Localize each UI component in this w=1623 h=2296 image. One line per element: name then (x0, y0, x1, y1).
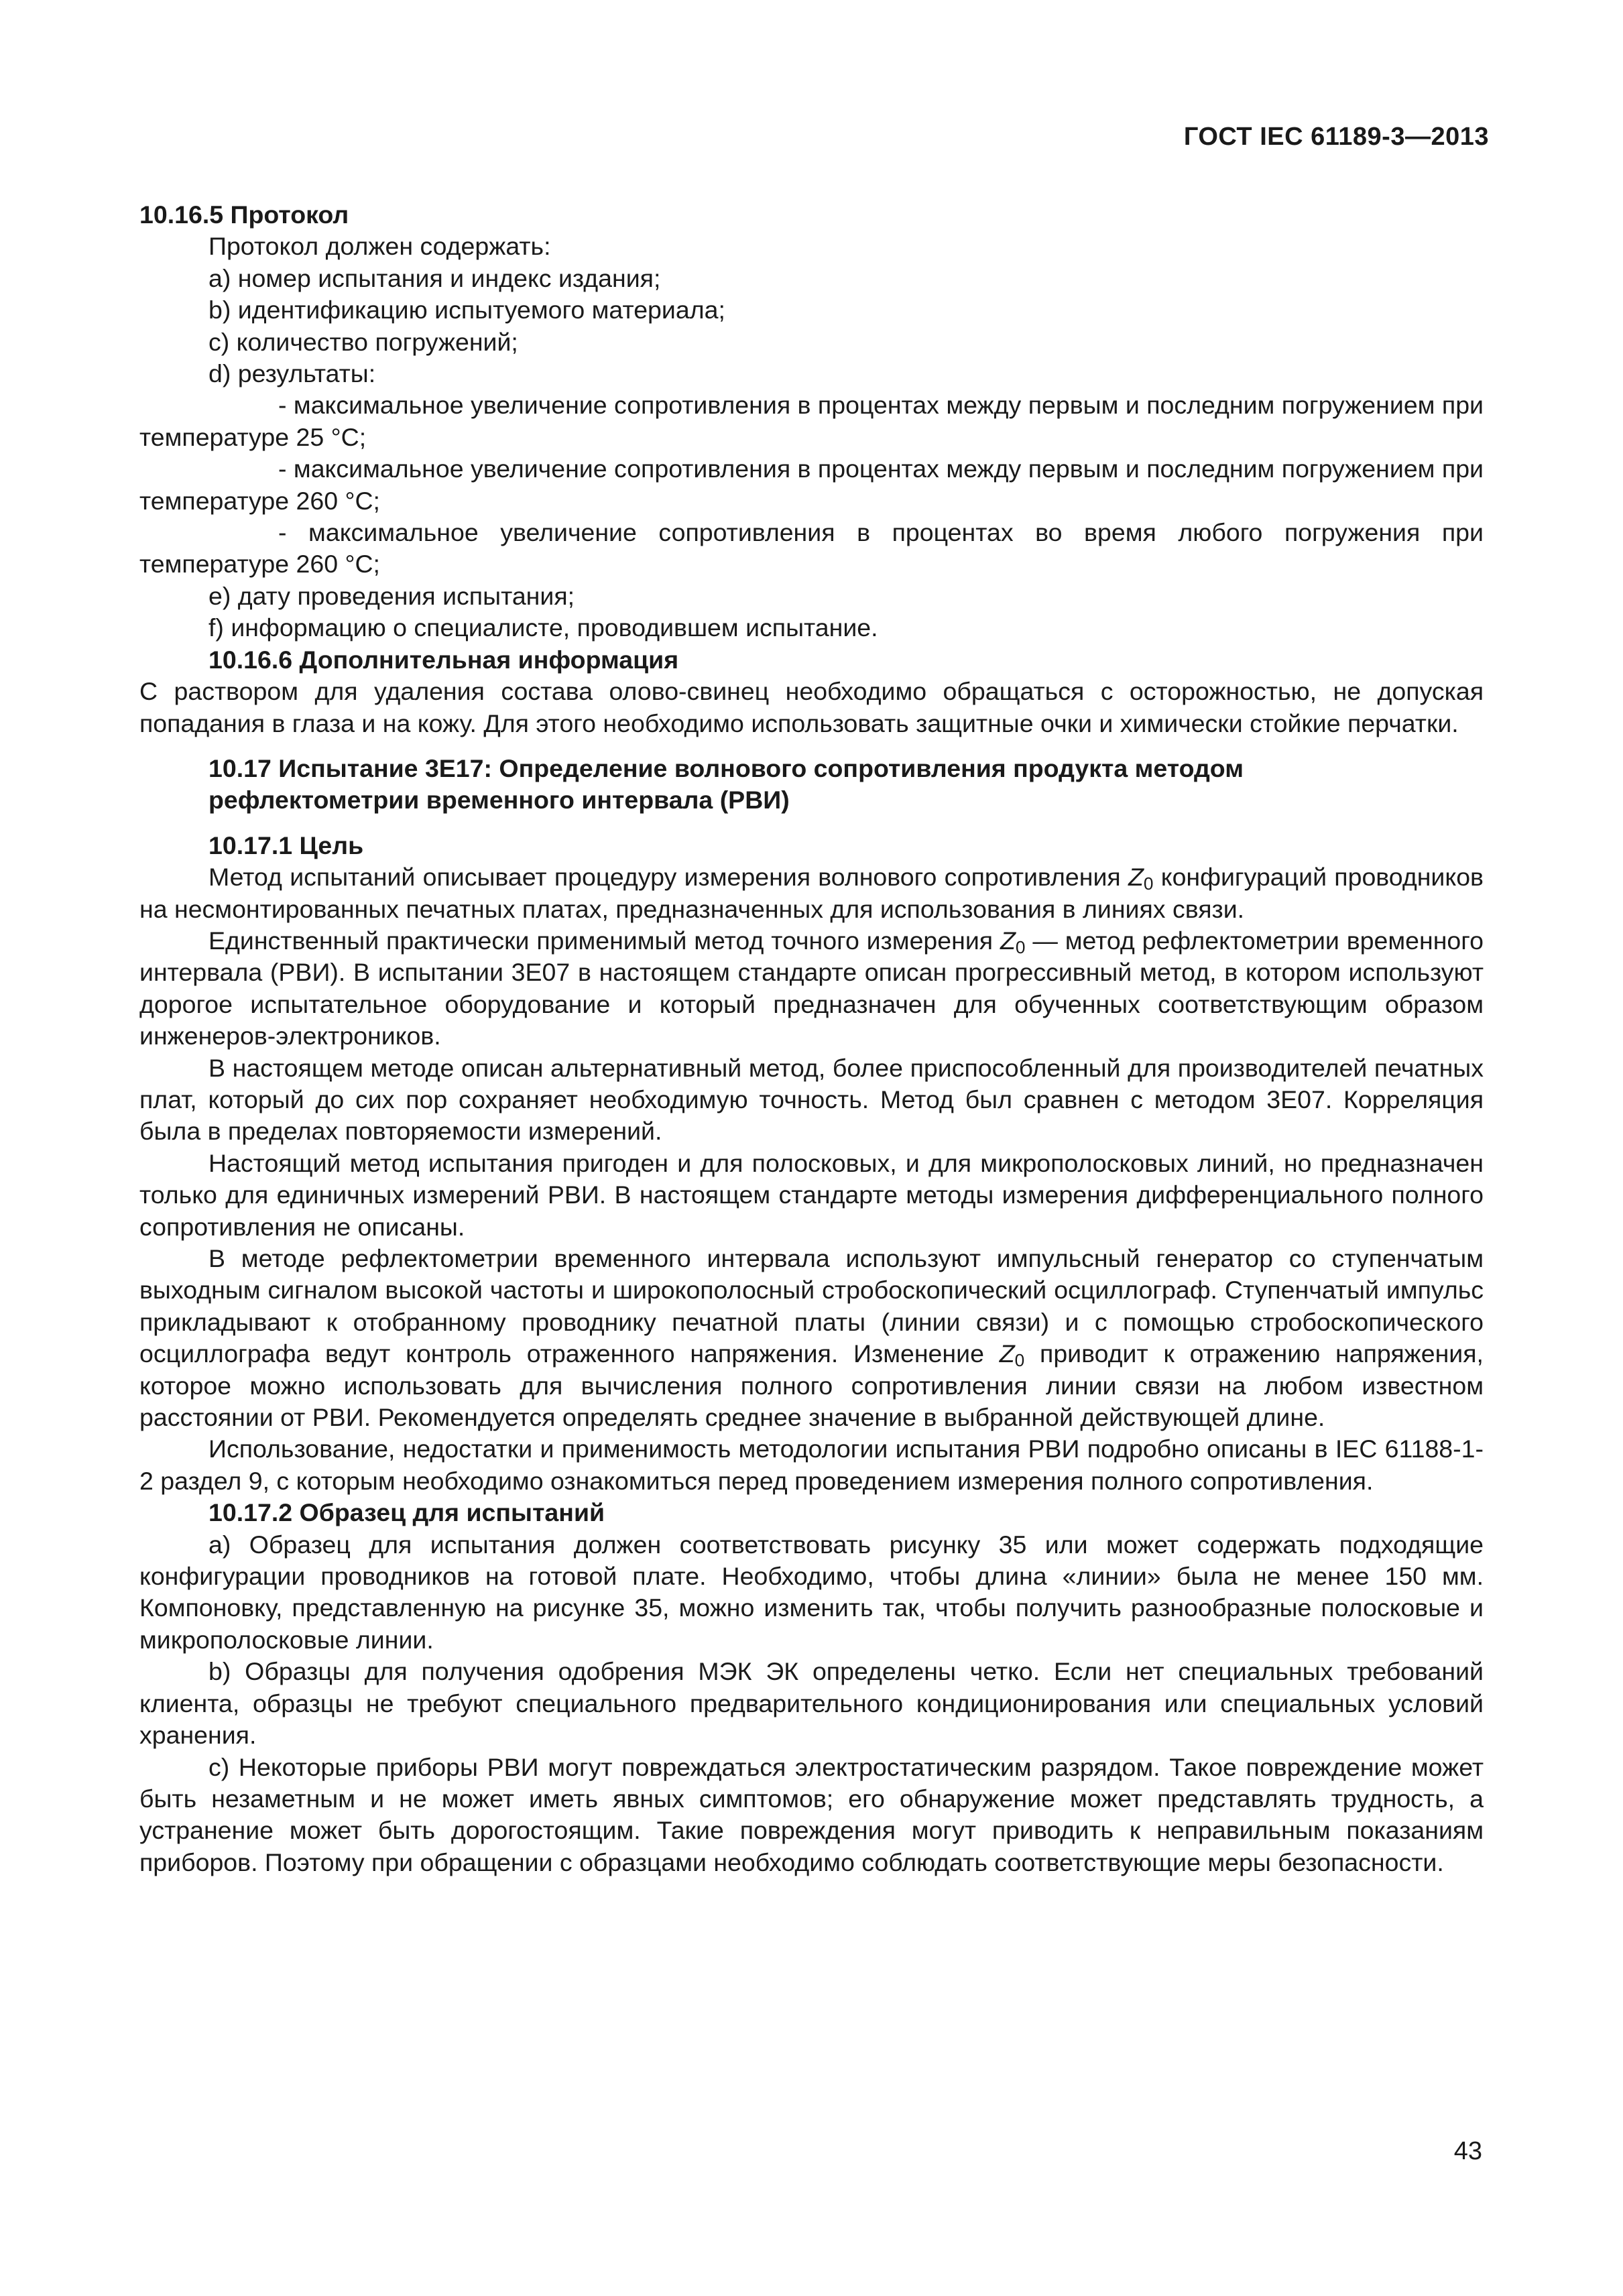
paragraph: c) Некоторые приборы РВИ могут повреждаться электростатическим разрядом. Такое повреждение может быть незаметным и не может иметь явных симптомов; его обнаружение может представлять трудность, а устранение может быть дорогостоящим. Такие повреждения могут приводить к неправильным показаниям приборов. Поэтому при обращении с образцами необходимо соблюдать соответствующие меры безопасности. (139, 1752, 1484, 1876)
section-10-17 (139, 753, 1484, 817)
page-number: 43 (1453, 2137, 1482, 2165)
section-heading-line: рефлектометрии временного интервала (РВИ) (208, 786, 790, 814)
section-heading: 10.17.2 Образец для испытаний (208, 1498, 605, 1527)
list-item: a) номер испытания и индекс издания; (208, 263, 661, 292)
standard-id: ГОСТ IEC 61189-3—2013 (1183, 123, 1489, 151)
spacer (139, 739, 1484, 753)
text-run: В методе рефлектометрии временного интервала используют импульсный генератор со ступенчатым выходным сигналом высокой частоты и широкополосный стробоскопический осциллограф. Ступенчатый импульс прикладывают к отобранному проводнику печатной платы (линии связи) и с помощью стробоскопического осциллографа ведут контроль отраженного напряжения. Изменение (139, 1244, 1484, 1368)
list-item: e) дату проведения испытания; (208, 581, 575, 610)
list-item: c) количество погружений; (208, 327, 518, 356)
text-run: Единственный практически применимый метод точного измерения (208, 926, 1000, 955)
section-10-17-1 (139, 830, 1484, 1498)
z-subscript: 0 (1015, 936, 1026, 957)
section-heading: 10.17.1 Цель (208, 831, 364, 859)
list-item: d) результаты: (208, 359, 376, 388)
text-run: приводит к отражению напряжения, которое можно использовать для вычисления полного сопротивления линии связи на любом известном расстоянии от РВИ. Рекомендуется определять среднее значение в выбранной действующей длине. (139, 1339, 1484, 1432)
result-item: - максимальное увеличение сопротивления в процентах между первым и последним погружением при температуре 260 °С; (139, 455, 1484, 515)
paragraph (139, 925, 1484, 1052)
text-run: конфигураций проводников на несмонтированных печатных платах, предназначенных для использования в линиях связи. (139, 863, 1484, 923)
paragraph: С раствором для удаления состава олово-свинец необходимо обращаться с осторожностью, не допуская попадания в глаза и на кожу. Для этого необходимо использовать защитные очки и химически стойкие перчатки. (139, 677, 1484, 737)
section-10-16-6 (139, 644, 1484, 739)
text-run: — метод рефлектометрии временного интервала (РВИ). В испытании 3E07 в настоящем стандарте описан прогрессивный метод, в котором используют дорогое испытательное оборудование и который предназначен для обученных соответствующим образом инженеров-электроников. (139, 926, 1484, 1050)
result-item: - максимальное увеличение сопротивления в процентах во время любого погружения при температуре 260 °С; (139, 518, 1484, 579)
paragraph (139, 861, 1484, 925)
paragraph: b) Образцы для получения одобрения МЭК ЭК определены четко. Если нет специальных требований клиента, образцы не требуют специального предварительного кондиционирования или специальных условий хранения. (139, 1657, 1484, 1750)
text-run: Метод испытаний описывает процедуру измерения волнового сопротивления (208, 863, 1128, 892)
list-item: b) идентификацию испытуемого материала; (208, 296, 725, 324)
paragraph (139, 1243, 1484, 1433)
document-body (139, 199, 1484, 1878)
spacer (139, 817, 1484, 830)
paragraph: Настоящий метод испытания пригоден и для полосковых, и для микрополосковых линий, но предназначен только для единичных измерений РВИ. В настоящем стандарте методы измерения дифференциального полного сопротивления не описаны. (139, 1148, 1484, 1241)
section-10-16-5 (139, 199, 1484, 644)
section-10-17-2 (139, 1497, 1484, 1878)
paragraph: Протокол должен содержать: (208, 232, 551, 261)
section-heading: 10.16.6 Дополнительная информация (208, 645, 679, 674)
paragraph: a) Образец для испытания должен соответствовать рисунку 35 или может содержать подходящие конфигурации проводников на готовой плате. Необходимо, чтобы длина «линии» была не менее 150 мм. Компоновку, представленную на рисунке 35, можно изменить так, чтобы получить разнообразные полосковые и микрополосковые линии. (139, 1530, 1484, 1654)
section-heading-line: 10.17 Испытание 3E17: Определение волнового сопротивления продукта методом (208, 753, 1244, 782)
list-item: f) информацию о специалисте, проводившем испытание. (208, 613, 878, 642)
section-heading (139, 199, 1484, 231)
z-symbol: Z (1000, 926, 1016, 955)
result-item: - максимальное увеличение сопротивления в процентах между первым и последним погружением при температуре 25 °С; (139, 391, 1484, 451)
paragraph: Использование, недостатки и применимость методологии испытания РВИ подробно описаны в IEC 61188-1-2 раздел 9, с которым необходимо ознакомиться перед проведением измерения полного сопротивления. (139, 1435, 1484, 1495)
z-subscript: 0 (1014, 1350, 1025, 1371)
z-subscript: 0 (1143, 873, 1154, 894)
heading-text: 10.16.5 Протокол (139, 200, 349, 229)
z-symbol: Z (999, 1339, 1015, 1368)
z-symbol: Z (1128, 863, 1144, 892)
paragraph: В настоящем методе описан альтернативный метод, более приспособленный для производителей печатных плат, который до сих пор сохраняет необходимую точность. Метод был сравнен с методом 3E07. Корреляция была в пределах повторяемости измерений. (139, 1053, 1484, 1146)
